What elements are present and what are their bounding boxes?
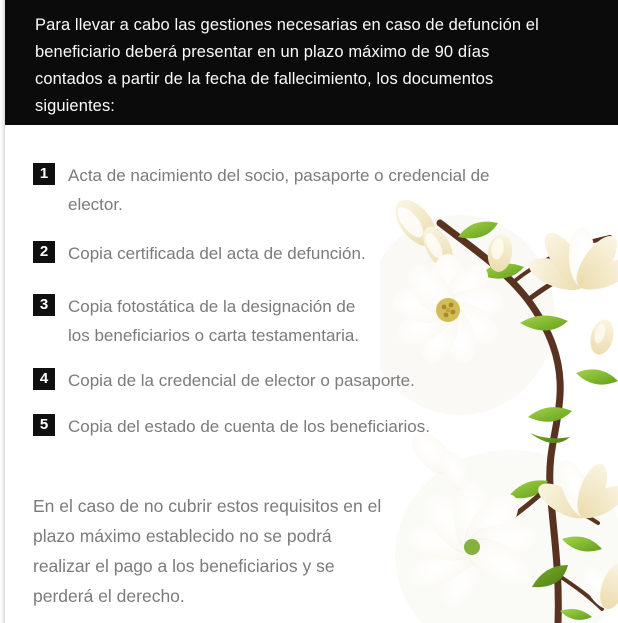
closing-note	[33, 491, 381, 611]
item-number-badge: 3	[33, 294, 55, 316]
intro-text-line: Para llevar a cabo las gestiones necesarias en caso de defunción el	[35, 16, 539, 34]
item-number-badge: 1	[33, 163, 55, 185]
requirement-item-3	[33, 292, 359, 350]
note-text-line: En el caso de no cubrir estos requisitos en el	[33, 496, 382, 516]
requirement-text: Copia certificada del acta de defunción.	[68, 244, 366, 263]
requirement-item-4	[33, 366, 415, 395]
requirement-text: los beneficiarios o carta testamentaria.	[68, 326, 360, 345]
intro-text-line: siguientes:	[35, 97, 115, 115]
requirement-text: Acta de nacimiento del socio, pasaporte o credencial de	[68, 166, 490, 185]
item-number-badge: 2	[33, 241, 55, 263]
intro-text-line: beneficiario deberá presentar en un plazo máximo de 90 días	[35, 43, 490, 61]
note-text-line: perderá el derecho.	[33, 586, 185, 606]
requirement-text: Copia de la credencial de elector o pasaporte.	[68, 371, 415, 390]
requirement-item-1	[33, 161, 489, 219]
intro-banner	[5, 0, 618, 125]
note-text-line: plazo máximo establecido no se podrá	[33, 526, 332, 546]
item-number-badge: 4	[33, 368, 55, 390]
magnolia-flowers-illustration	[380, 195, 618, 623]
flower-sepal	[464, 539, 480, 555]
requirement-text: Copia fotostática de la designación de	[68, 297, 356, 316]
intro-text-line: contados a partir de la fecha de fallecimiento, los documentos	[35, 70, 494, 88]
requirement-text: elector.	[68, 195, 123, 214]
item-number-badge: 5	[33, 414, 55, 436]
note-text-line: realizar el pago a los beneficiarios y se	[33, 556, 335, 576]
requirement-item-2	[33, 239, 366, 268]
requirement-text: Copia del estado de cuenta de los beneficiarios.	[68, 417, 430, 436]
requirement-item-5	[33, 412, 430, 441]
